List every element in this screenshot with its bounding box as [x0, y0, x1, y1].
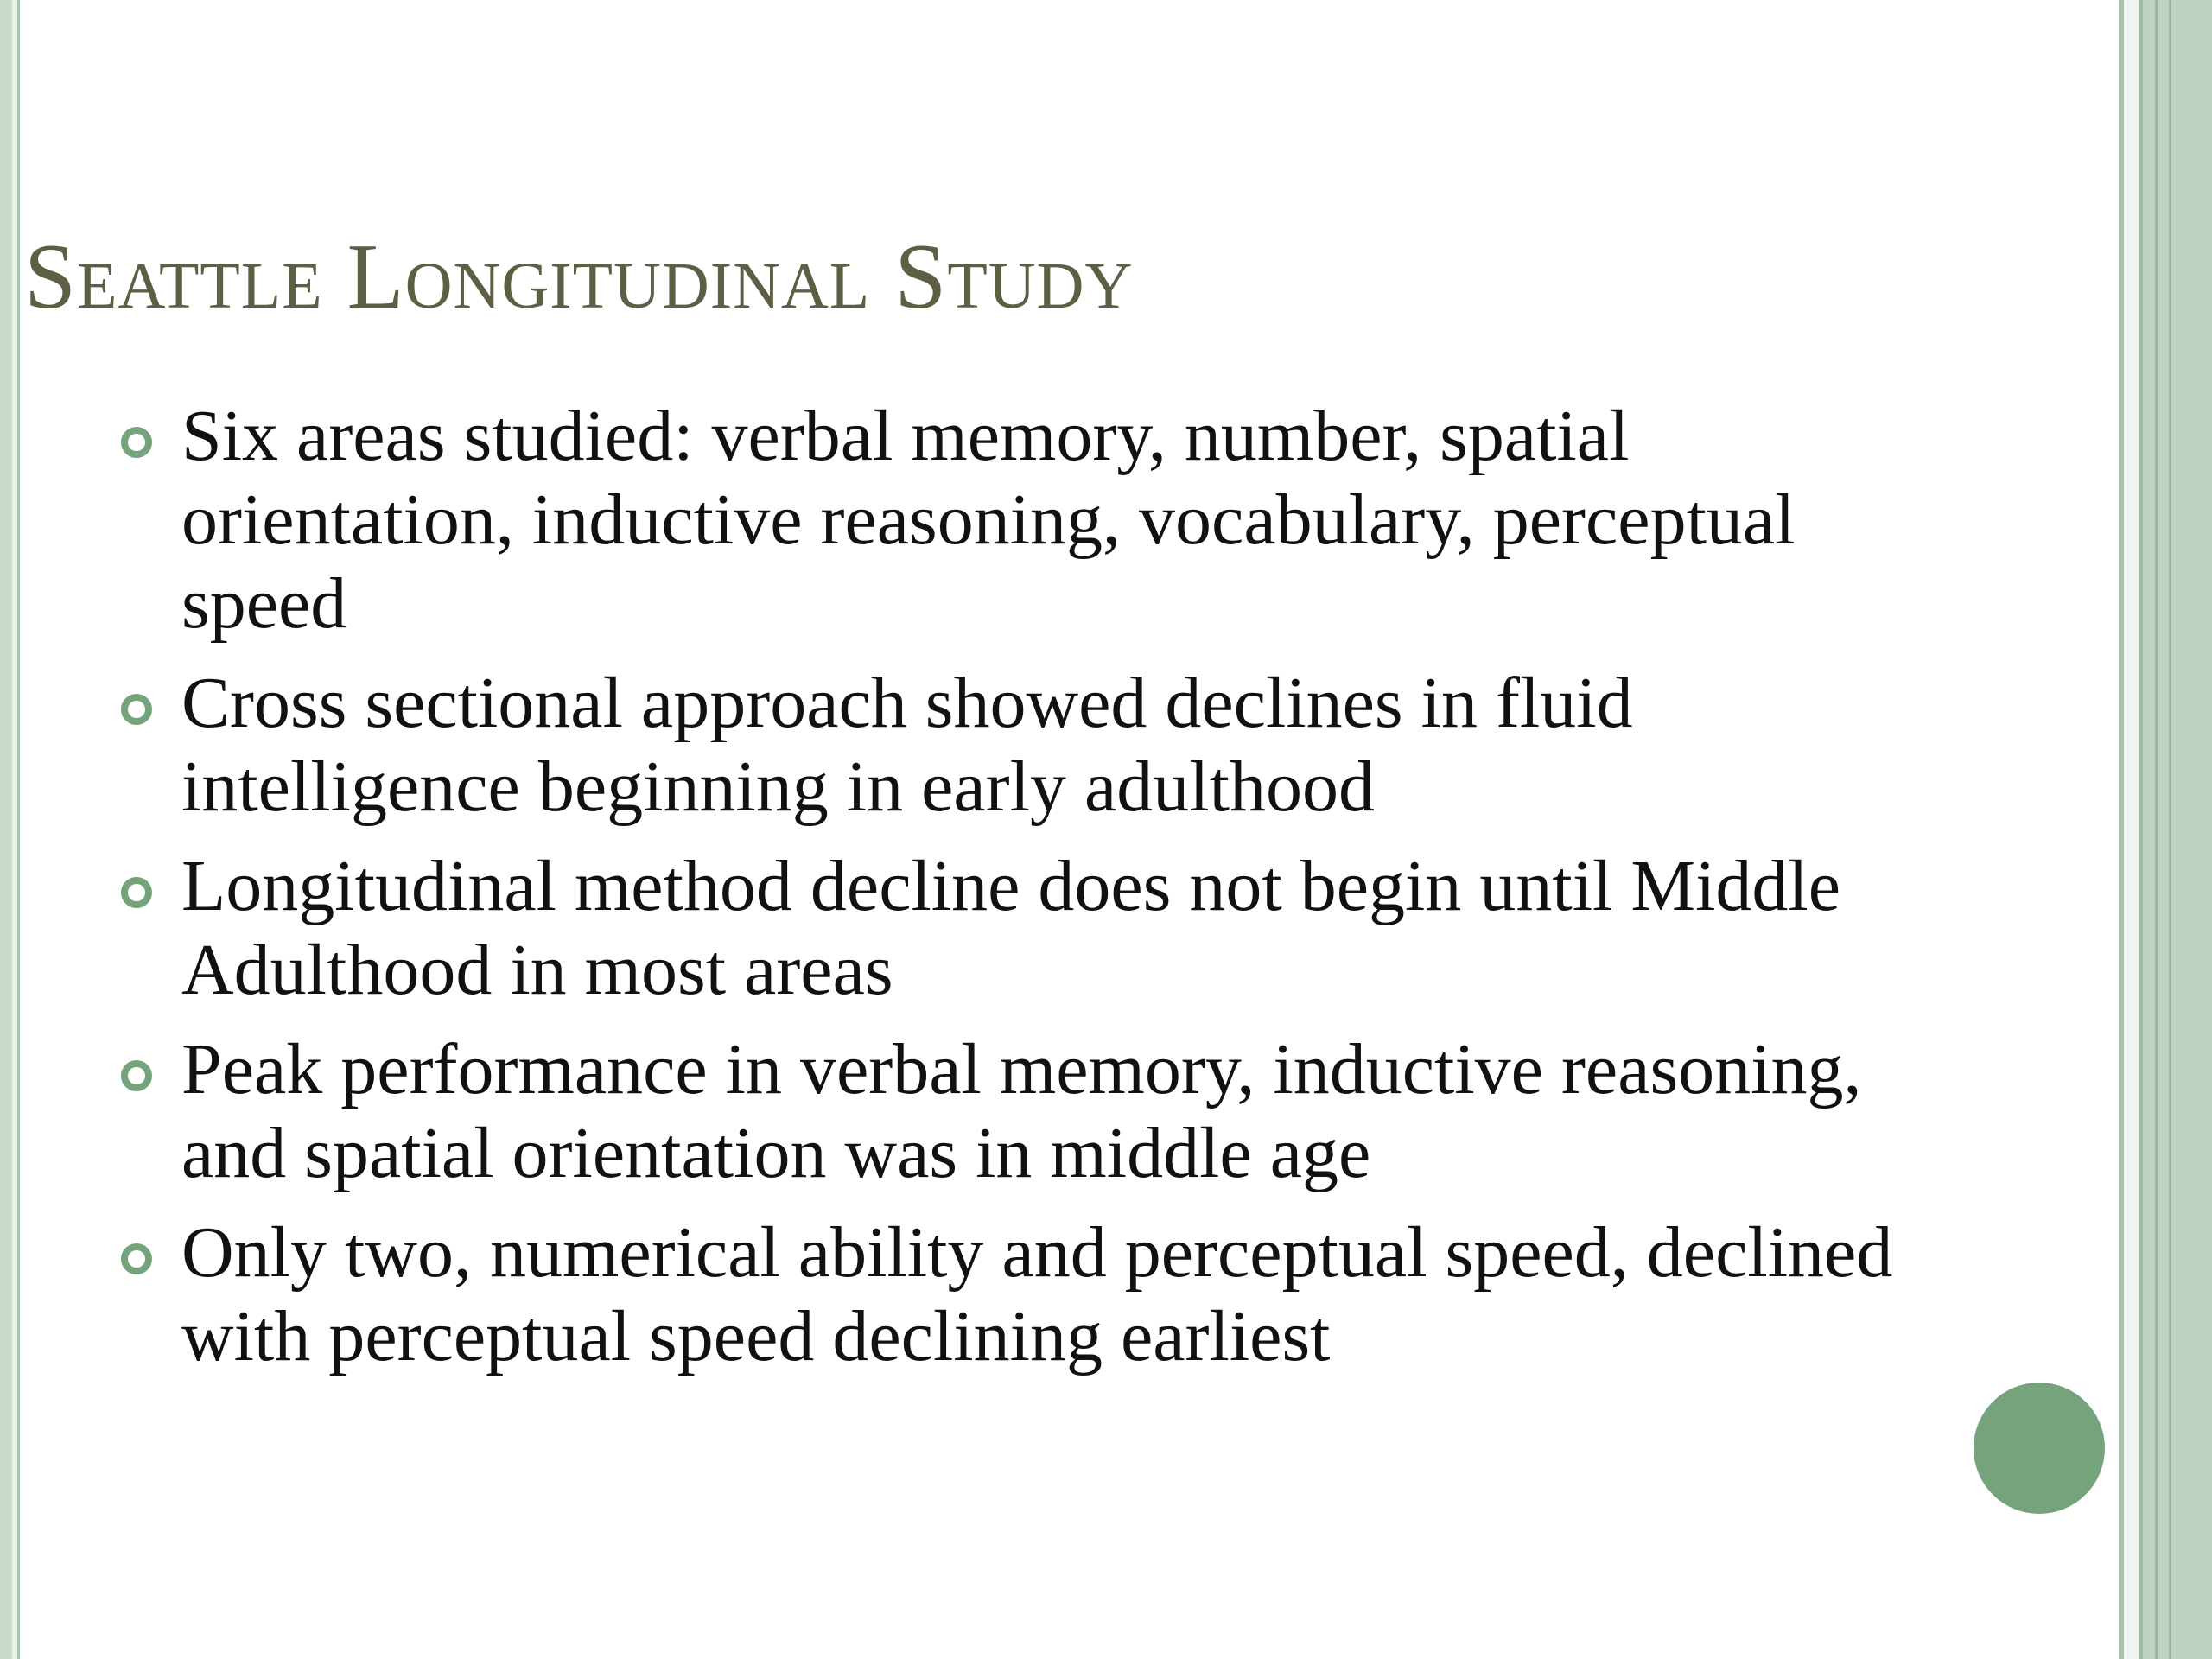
hollow-circle-bullet-icon — [121, 1060, 152, 1091]
right-border-band — [2139, 0, 2212, 1659]
bullet-text: Peak performance in verbal memory, inductive reasoning, and spatial orientation was in middle age — [181, 1029, 1862, 1193]
hollow-circle-bullet-icon — [121, 694, 152, 725]
bullet-text: Six areas studied: verbal memory, number, spatial orientation, inductive reasoning, vocabulary, perceptual speed — [181, 396, 1796, 644]
hollow-circle-bullet-icon — [121, 427, 152, 458]
right-border-line — [2139, 0, 2143, 1659]
slide-title: Seattle Longitudinal Study — [24, 226, 1134, 328]
bullet-text: Cross sectional approach showed declines in fluid intelligence beginning in early adulthood — [181, 663, 1633, 827]
bullet-item — [112, 661, 1970, 829]
bullet-item — [112, 1027, 1970, 1195]
hollow-circle-bullet-icon — [121, 877, 152, 908]
bullet-item — [112, 1211, 1970, 1378]
right-border-line — [2155, 0, 2158, 1659]
bullet-text: Only two, numerical ability and perceptual speed, declined with perceptual speed declining earliest — [181, 1212, 1893, 1376]
right-border-gap — [2124, 0, 2139, 1659]
left-border-stripe — [0, 0, 12, 1659]
hollow-circle-bullet-icon — [121, 1243, 152, 1274]
decorative-circle — [1974, 1382, 2105, 1514]
bullet-item — [112, 394, 1970, 645]
bullet-text: Longitudinal method decline does not begin until Middle Adulthood in most areas — [181, 846, 1841, 1010]
bullet-item — [112, 844, 1970, 1012]
right-border-line — [2169, 0, 2171, 1659]
bullet-list — [112, 394, 1970, 1394]
left-border-line — [17, 0, 20, 1659]
